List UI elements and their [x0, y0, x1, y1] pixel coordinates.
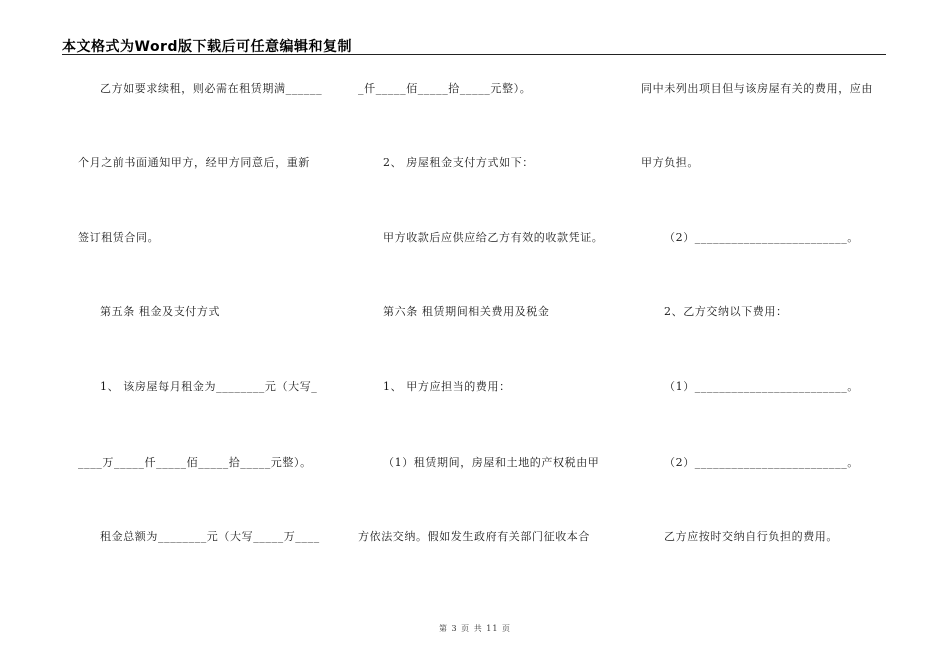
- col2-line-5: 1、 甲方应担当的费用：: [383, 380, 511, 393]
- col3-line-7: 乙方应按时交纳自行负担的费用。: [664, 530, 838, 543]
- col3-line-5: （1）_________________________。: [664, 380, 859, 393]
- page-header-title: 本文格式为Word版下载后可任意编辑和复制: [62, 39, 352, 55]
- col1-line-6: ____万_____仟_____佰_____拾_____元整）。: [78, 456, 312, 469]
- col3-line-3: （2）_________________________。: [664, 231, 859, 244]
- col1-line-4: 第五条 租金及支付方式: [100, 305, 221, 318]
- page-number-footer: 第 3 页 共 11 页: [439, 624, 511, 633]
- col2-line-4: 第六条 租赁期间相关费用及税金: [383, 305, 550, 318]
- col1-line-1: 乙方如要求续租，则必需在租赁期满______: [100, 82, 323, 95]
- col3-line-1: 同中未列出项目但与该房屋有关的费用，应由: [641, 82, 873, 95]
- col1-line-7: 租金总额为________元（大写_____万____: [100, 530, 320, 543]
- col3-line-4: 2、乙方交纳以下费用：: [664, 305, 788, 318]
- header-divider: [62, 54, 886, 55]
- col2-line-6: （1）租赁期间，房屋和土地的产权税由甲: [383, 456, 600, 469]
- col3-line-2: 甲方负担。: [641, 156, 699, 169]
- col1-line-2: 个月之前书面通知甲方，经甲方同意后，重新: [78, 156, 310, 169]
- col2-line-3: 甲方收款后应供应给乙方有效的收款凭证。: [383, 231, 604, 244]
- col2-line-7: 方依法交纳。假如发生政府有关部门征收本合: [358, 530, 590, 543]
- col1-line-5: 1、 该房屋每月租金为________元（大写_: [100, 380, 318, 393]
- col3-line-6: （2）_________________________。: [664, 456, 859, 469]
- col2-line-1: _仟_____佰_____拾_____元整）。: [358, 82, 532, 95]
- col2-line-2: 2、 房屋租金支付方式如下：: [383, 156, 534, 169]
- col1-line-3: 签订租赁合同。: [78, 231, 160, 244]
